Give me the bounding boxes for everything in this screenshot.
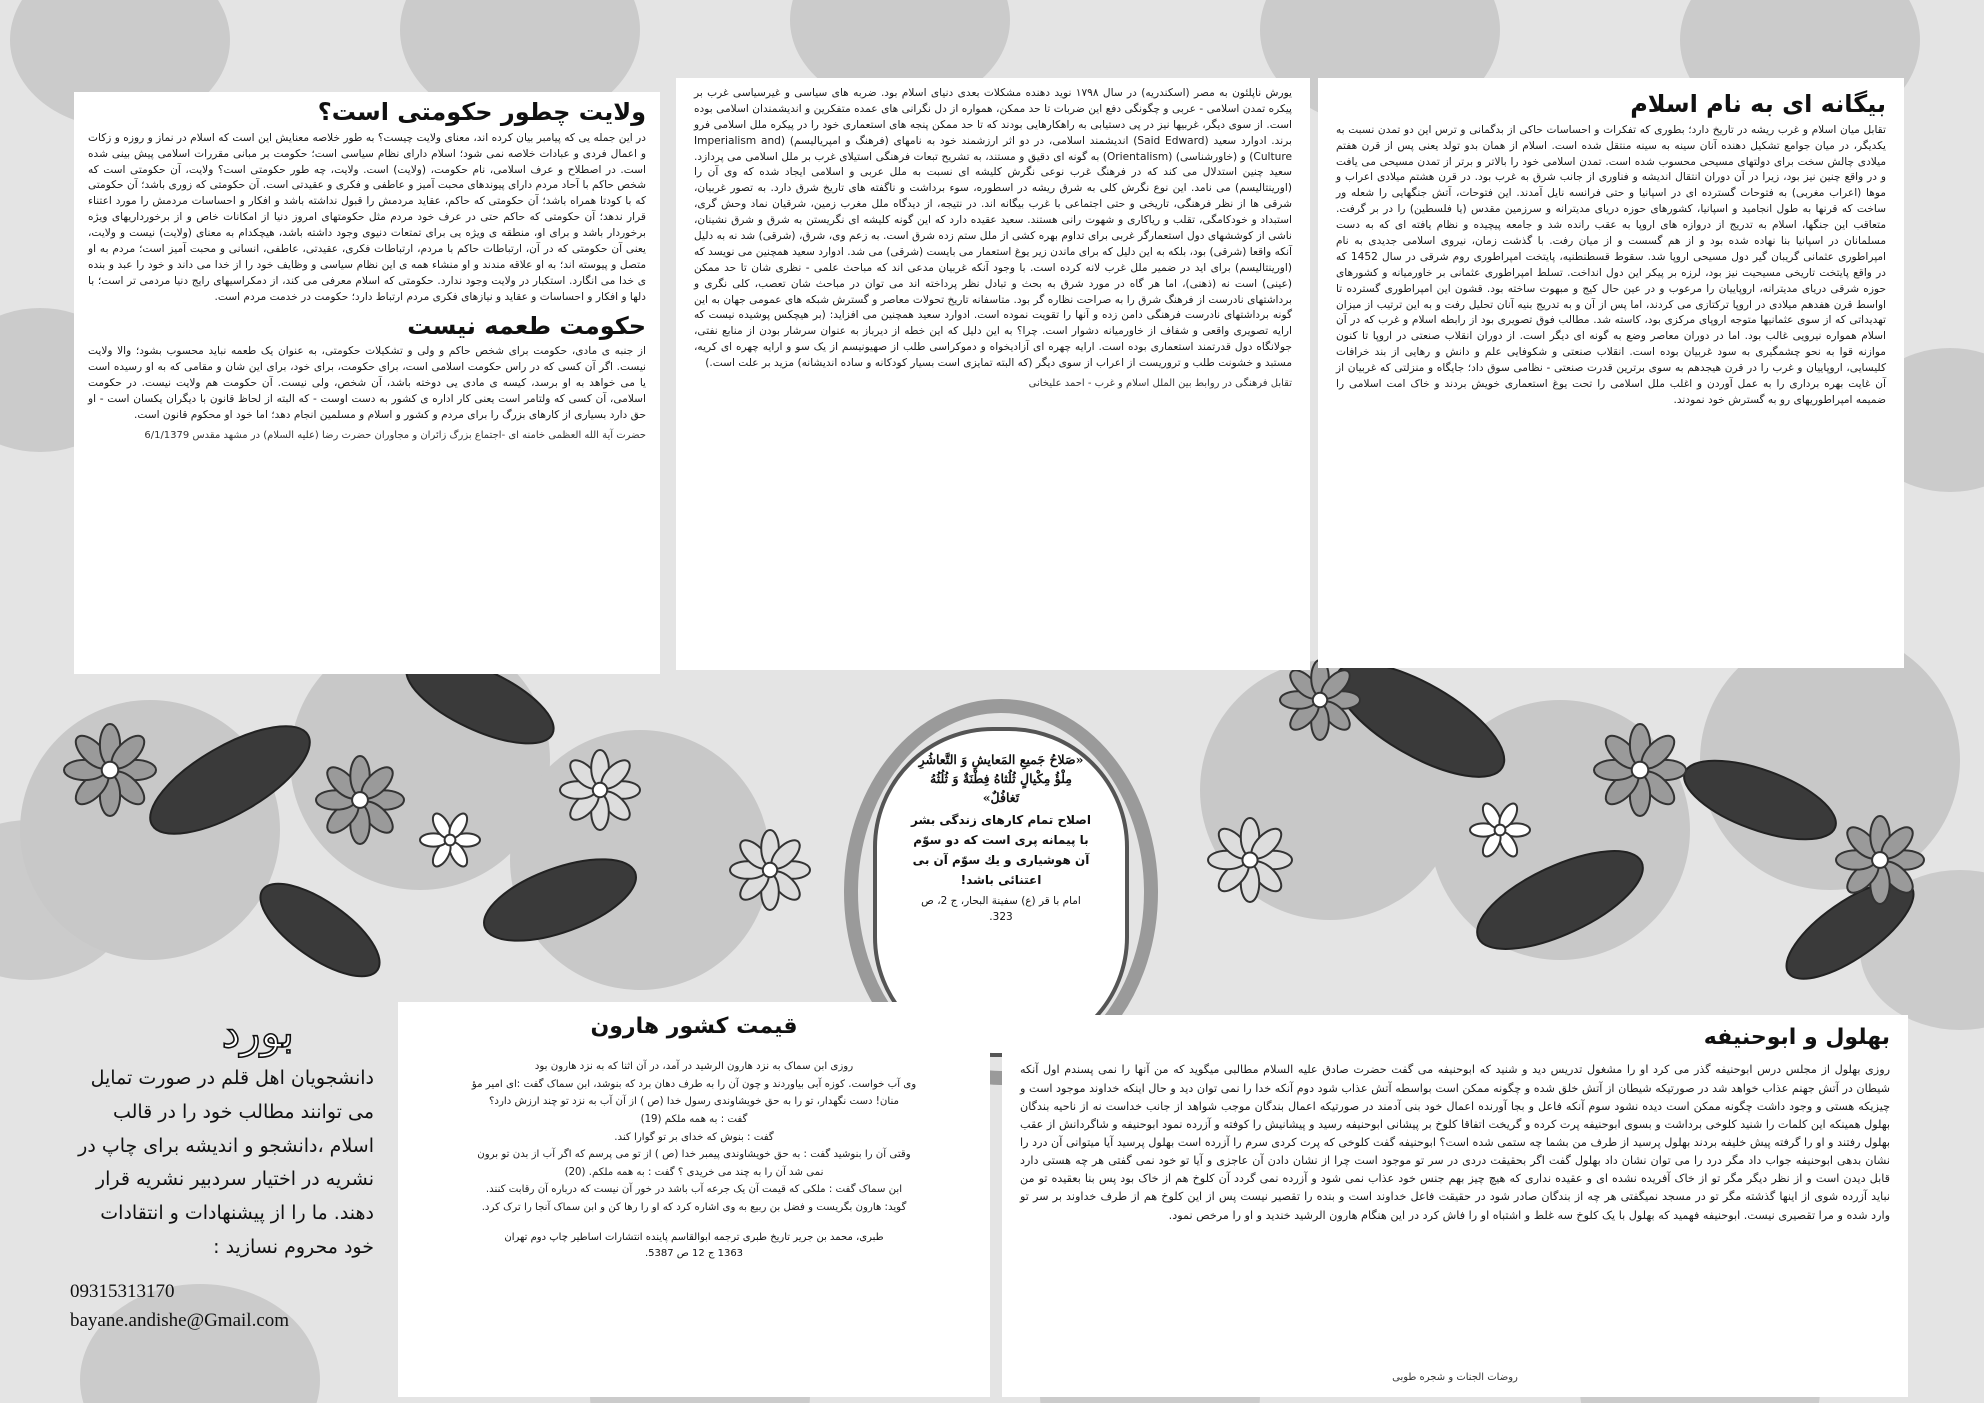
- article-body-government: از جنبه ی مادی، حکومت برای شخص حاکم و ولی و تشکیلات حکومتی، به عنوان یک طعمه نباید محسوب بشود؛ والا ولایت نیست. اگر آن کسی که در راس حکومت اسلامی است، برای حکومت، برای خود، برای این شان و مقامی که به او رسیده است یا می خواهد به او برسد، کیسه ی مادی یی دوخته باشد، آن شخص، ولی نیست. آن حکومت هم ولایت نیست. در حکومت اسلامی، آن کسی که ولتامر است یعنی کار اداره ی کشور به دست اوست - که البته از لحاظ قانون با دیگران یکسان است - او حق دارد بسیاری از کارهای بزرگ را برای مردم و کشور و اسلام و مسلمین انجام دهد؛ اما خود او محکوم قانون است.: [88, 345, 646, 421]
- text-line: ابن سماک گفت : ملکی که قیمت آن یک جرعه آب باشد در خور آن نیست که درباره آن رقابت کنند.: [485, 1184, 903, 1196]
- submission-board: [70, 1008, 374, 1397]
- article-harun: [398, 1002, 990, 1397]
- flower-motif: [1594, 724, 1686, 816]
- article-body: یورش ناپلئون به مصر (اسکندریه) در سال ۱۷۹۸ نوید دهنده مشکلات بعدی دنیای اسلام بود. ضربه های سیاسی و غیرسیاسی غرب بر پیکره تمدن اسلامی - عربی و چگونگی دفع این ضربات تا حد ممکن، همواره از دل نگرانی های عمده متفکرین و اندیشمندان اسلامی بوده است. از سوی دیگر، غربیها نیز در پی دستیابی به راهکارهایی بودند که تا حد ممکن پنجه های استعماری خود را در پیکره ملل اسلامی فرو برند. ادوارد سعید (Said Edward) اندیشمند اسلامی، در دو اثر ارزشمند خود به نامهای (فرهنگ و امپریالیسم) (Imperialism and Culture) و (خاورشناسی) (Orientalism) به گونه ای دقیق و مستند، به تشریح تبعات فرهنگی استیلای غرب بر ملل اسلامی می پردازد. سعید چنین استدلال می کند که در فرهنگ غرب نوعی نگرش کلیشه ای نسبت به ملل عربی و اسلامی ایجاد شده که وی آن را (اورینتالیسم) می نامد. این نوع نگرش کلی به شرق ریشه در اسطوره، سوء برداشت و ناگفته های تاریخ شرق دارد. به تصور غربیان، شرقی ها از نظر فرهنگی، تاریخی و حتی اجتماعی با غرب بیگانه اند. در نتیجه، از دیدگاه ملل مغرب زمین، شرقیان نماد وحش گری، استبداد و خودکامگی، تقلب و ریاکاری و شهوت رانی هستند. سعید عقیده دارد که این گونه کلیشه ای نگریستن به شرق و شرق نشینان، ناشی از کوششهای دول استعمارگر غربی برای تداوم بهره کشی از ملل ستم زده شرق است. به زعم وی، شرق، (شرقی) شد نه به دلیل آنکه واقعا (شرقی) بود، بلکه به این دلیل که برای ماندن زیر یوغ استعمار می بایست (شرقی) می شد. ادوارد سعید همچنین می نویسد که (اورینتالیسم) برای اید در ضمیر ملل غرب لانه کرده است. با وجود آنکه غربیان مدعی اند که مباحث علمی - نظری شان تا حد ممکن (عینی) است نه (ذهنی)، اما هر گاه در مورد شرق به بحث و تبادل نظر پرداخته اند می توان در مباحث شان تعصب، کلی نگری و برداشتهای نادرست از فرهنگ شرق را به صراحت نظاره گر بود. متاسفانه تاریخ تحولات معاصر و گسترش شبکه های عمومی جهان به این گونه برداشتهای نادرست فرهنگی دامن زده و آنها را تقویت نموده است. ادوارد سعید همچنین می افزاید: (بر هیچکس پوشیده نیست که ارایه تصویری واقعی و شفاف از خاورمیانه دشوار است. چرا؟ به این دلیل که این خطه از دیرباز به عنوان سرشار بودن از منابع نفتی، جولانگاه دول قدرتمند استعماری بوده است. ارایه چهره ای آزادیخواه و دموکراسی طلب از صهیونیسم از یک سو و ارایه چهره ای کریه، مستبد و خشونت طلب و تروریست از اعراب از سوی دیگر (که البته تمایزی است بسیار کودکانه و ساده اندیشانه) مزید بر علت است.): [694, 87, 1292, 370]
- text-line: وی آب خواست. کوزه آبی بیاوردند و چون آن را به طرف دهان برد که بنوشد، ابن سماک گفت :ای امیر مؤ: [471, 1078, 917, 1090]
- article-body: تقابل میان اسلام و غرب ریشه در تاریخ دارد؛ بطوری که تفکرات و احساسات حاکی از بدگمانی و ترس این دو تمدن نسبت به یکدیگر، در میان جوامع تشکیل دهنده آنان سینه به سینه منتقل شده است. اسلام از همان بدو تولد یعنی پس از قرن هفتم میلادی چالش سخت برای دولتهای مسیحی محسوب شده است. تمدن اسلامی خود را بالاتر و برتر از تمدن مسیحی می یافت و در واقع چنین نیز بود، زیرا در آن دوران انتقال اندیشه و فناوری از جانب شرق به غرب بود. در قرن هشتم میلادی اعراب و موها (اعراب مغربی) به فتوحات گسترده ای در اسپانیا و حتی فرانسه نایل آمدند. این فتوحات، آتش جنگهایی را شعله ور ساخت که قرنها به طول انجامید و اسپانیا، کشورهای حوزه دریای مدیترانه و سرزمین مقدس (یا فلسطین) را در بر گرفت. متعاقب این جنگها، اسلام به تدریج از دروازه های اروپا به عقب رانده شد و جامعه پیچیده و نظام یافته ای که به دست مسلمانان در اسپانیا بنا نهاده شده بود و از هم گسست و از میان رفت. با گذشت زمان، نیروی اسلامی جدیدی به نام امپراطوری عثمانی گریبان گیر دول مسیحی اروپا شد. سقوط قسطنطنیه، پایتخت امپراطوری روم شرقی در سال 1452 که در واقع پایتخت تاریخی مسیحیت نیز بود، لرزه بر پیکر این دول انداخت. تسلط امپراطوری عثمانی بر خاورمیانه و کشورهای حوزه شرقی دریای مدیترانه، اروپاییان را مرعوب و در عین حال کیج و مبهوت ساخته بود. قشون این امپراطوری گسترده تا اواسط قرن هفدهم میلادی در اروپا ترکتازی می کردند، اما پس از آن و به تدریج بنیه آنان تحلیل رفت و به این ترتیب از میزان تهدیداتی که از سوی عثمانیها متوجه اروپای مرکزی بود، کاسته شد. مطالب فوق تصویری بود از رابطه اسلام و غرب که در آن اسلام همواره نیرویی غالب بود. اما در دوران معاصر وضع به گونه ای دیگر است. از دوران انقلاب صنعتی در اروپا تا کنون موازنه قوا به نحو چشمگیری به سود غربیان بوده است. انقلاب صنعتی و شکوفایی علم و دانش و رهایی از بند خرافات کلیسایی، اروپاییان و غرب را در قرن هیجدهم به سوی برترین قدرت صنعتی - نظامی سوق داد؛ جایگاه و منزلتی که غربیان از آن غایت بهره برداری را به عمل آوردن و اغلب ملل اسلامی را تحت یوغ استعماری خویش بردند و خاک امت اسلامی را ضمیمه امپراطوریهای رو به گسترش خود نمودند.: [1336, 123, 1887, 406]
- arabesque-leaf: [247, 867, 394, 993]
- source-line: طبری، محمد بن جریر تاریخ طبری ترجمه ابوالقاسم پاینده انتشارات اساطیر چاپ دوم تهران: [504, 1232, 884, 1244]
- article-title: بیگانه ای به نام اسلام: [1630, 90, 1886, 118]
- text-line: روزی ابن سماک به نزد هارون الرشید در آمد، در آن اثنا که به نزد هارون بود: [534, 1061, 854, 1073]
- contact-info: [70, 1277, 374, 1336]
- article-source: حضرت آیة الله العظمی خامنه ای -اجتماع بزرگ زائران و مجاوران حضرت رضا (علیه السلام) در مشهد مقدس 6/1/1379: [144, 429, 646, 441]
- text-line: نمی شد آن را به چند می خریدی ؟ گفت : به همه ملکم. (20): [564, 1166, 824, 1178]
- article-title: قیمت کشور هارون: [590, 1014, 798, 1039]
- article-stranger-in-islam: [1318, 78, 1904, 668]
- article-title: بهلول و ابوحنیفه: [1703, 1025, 1890, 1050]
- article-body: در این جمله یی که پیامبر بیان کرده اند، معنای ولایت چیست؟ به طور خلاصه معنایش این است که اسلام در نماز و روزه و زکات و اعمال فردی و عبادات خلاصه نمی شود؛ اسلام دارای نظام سیاسی است؛ حکومت بر مبانی مقررات اسلامی پیش بینی شده است. در اصطلاح و عرف اسلامی، نام حکومت، (ولایت) است. ولایت، چه طور حکومتی است؟ ولایت، آن حکومتی است که شخص حاکم با آحاد مردم دارای پیوندهای محبت آمیز و عاطفی و فکری و عقیدتی است. آن حکومتی که زوری باشد؛ آن حکومتی که با کودتا همراه باشد؛ آن حکومتی که حاکم، عقاید مردمش را قبول نداشته باشد و افکار و احساسات مردمش را مورد اعتناء قرار ندهد؛ آن حکومتی که حاکم حتی در عرف خود مردم مثل حکومتهای امروز دنیا از امکانات خاص و از برخورداریهای ویژه برخوردار باشد و برای او، منطقه ی ویژه یی برای تمتعات دنیوی وجود داشته باشد، هیچکدام به معنای (ولایت) نیست و ولایت، یعنی آن حکومتی که در آن، ارتباطات حاکم با مردم، ارتباطات فکری، عقیدتی، عاطفی، انسانی و محبت آمیز است؛ مردم به او متصل و پیوسته اند؛ به او علاقه مندند و او منشاء همه ی این نظام سیاسی و وظایف خود را از خدا می داند و خود را عبد و بنده ی خدا می انگارد. استکبار در ولایت وجود ندارد. حکومتی که اسلام معرفی می کند، از دمکراسیهای رایج دنیا مردمی تر است؛ با دلها و افکار و احساسات و عقاید و نیازهای فکری مردم ارتباط دارد؛ حکومت در خدمت مردم است.: [88, 131, 646, 303]
- board-text: دانشجویان اهل قلم در صورت تمایل می توانند مطالب خود را در قالب اسلام ،دانشجو و اندیشه برای چاپ در نشریه در اختیار سردبیر نشریه قرار دهند. ما را از پیشنهادات و انتقادات خود محروم نسازید :: [78, 1067, 374, 1259]
- article-source: تقابل فرهنگی در روابط بین الملل اسلام و غرب - احمد علیخانی: [1028, 378, 1292, 390]
- flower-motif: [1836, 816, 1924, 904]
- text-line: گفت : به همه ملکم (19): [640, 1114, 748, 1126]
- pattern-band-blob: [1700, 630, 1960, 890]
- source-line: 1363 ج 12 ص 5387.: [644, 1248, 744, 1260]
- flower-motif: [560, 750, 640, 830]
- hadith-arabic: «صَلاحُ جَمیعِ المَعایشِ وَ التَّعاشُرِ مِلْؤُ مِکْیالٍ ثُلُثاهُ فِطْنَةٌ وَ ثُلُثُهُ تَغافُلٌ»: [918, 752, 1084, 805]
- article-source: [416, 1230, 972, 1262]
- article-velayat: [74, 92, 660, 674]
- article-source: روضات الجنات و شجره طوبی: [1392, 1372, 1518, 1383]
- email-address: bayane.andishe@Gmail.com: [70, 1310, 290, 1332]
- text-line: وقتی آن را بنوشید گفت : به حق خویشاوندی پیمبر خدا (ص ) از تو می پرسم که اگر آب از بدن تو برون: [477, 1149, 911, 1161]
- flower-motif: [730, 830, 810, 910]
- pattern-band-blob: [510, 730, 770, 990]
- article-orientalism: [676, 78, 1310, 670]
- flower-motif: [1208, 818, 1292, 902]
- article-body: [416, 1058, 972, 1216]
- article-body: روزی بهلول از مجلس درس ابوحنیفه گذر می کرد او را مشغول تدریس دید و شنید که ابوحنیفه می گفت حضرت صادق علیه السلام مطالبی میگوید که من آنها را نمی پسندم اول آنکه شیطان در آتش جهنم عذاب خواهد شد در صورتیکه شیطان از آتش خلق شده و چگونه ممکن است بواسطه آتش عذاب شود دوم آنکه خدا را نمی توان دید و حال اینکه خداوند موجود است و چیزیکه هستی و وجود داشت چگونه ممکن است دیده نشود سوم آنکه فاعل و بجا آورنده اعمال خود بنی آدمند در صورتیکه اعمال بندگان موجب شواهد از جانب خداست نه از ناحیه بندگان بهلول همینکه این کلمات را شنید کلوخی برداشت و بسوی ابوحنیفه پرت کرده و گریخت اتفاقا کلوخ بر پیشانی ابوحنیفه رسید و پیشانیش را کوفته و آزرده نمود ابوحنیفه و شاگردانش از عقب بهلول رفتند و او را گرفته پیش خلیفه بردند بهلول پرسید از طرف من بشما چه ستمی شده است؟ ابوحنیفه گفت کلوخی که پرت کردی سرم را آزرده است بهلول پرسید آیا میتوانی آن درد را نشان بدهی ابوحنیفه جواب داد مگر درد را می توان نشان داد بهلول گفت اگر بحقیقت دردی در سر تو موجود است چرا از نشان دادن آن عاجزی و آیا تو خود نمی گفتی هر چه هستی دارد قابل دیدن است و از نظر دیگر مگر تو از خاک آفریده نشده ای و عقیده نداری که هیچ چیز بهم جنس خود عذاب نمی شود و آزرده نمی گردد آن کلوخ هم از خاک بود پس بنا بعقیده تو من نباید آزرده شوی از اینها گذشته مگر تو در مسجد نمیگفتی هر چه از بندگان صادر شود در حقیقت فاعل خداوند است و بنده را تقصیر نیست پس از این کلوخ هم از طرف خداوند بر سر تو وارد شده و مرا تقصیری نیست. ابوحنیفه فهمید که بهلول با یک کلوخ سه غلط و اشتباه او را فاش کرد در این هنگام هارون الرشید خندید و او را مرخص نمود.: [1020, 1063, 1890, 1222]
- article-bohlool: [1002, 1015, 1908, 1397]
- flower-motif: [1280, 660, 1360, 740]
- article-title-government: حکومت طعمه نیست: [407, 311, 646, 340]
- phone-number: 09315313170: [70, 1280, 175, 1302]
- board-title: بورد: [221, 1008, 294, 1057]
- hadith-persian: اصلاح تمام کارهای زندگی بشر با پیمانه پری است که دو سوّم آن هوشیاری و یك سوّم آن بی اعتنائی باشد!: [911, 813, 1091, 887]
- article-title: ولایت چطور حکومتی است؟: [317, 98, 646, 126]
- text-line: منان! دست نگهدار، تو را به حق خویشاوندی رسول خدا (ص ) از آن آب به نزد تو چند ارزش دارد؟: [489, 1096, 899, 1108]
- flower-motif: [316, 756, 404, 844]
- hadith-reference: امام با قر (ع) سفینة البحار، ج 2، ص 323.: [921, 895, 1081, 924]
- text-line: گوید: هارون بگریست و فضل بن ربیع به وی اشاره کرد که او را رها کن و ابن سماک آنجا را ترک کرد.: [481, 1201, 907, 1213]
- text-line: گفت : بنوش که خدای بر تو گوارا کند.: [614, 1131, 774, 1143]
- flower-motif: [64, 724, 156, 816]
